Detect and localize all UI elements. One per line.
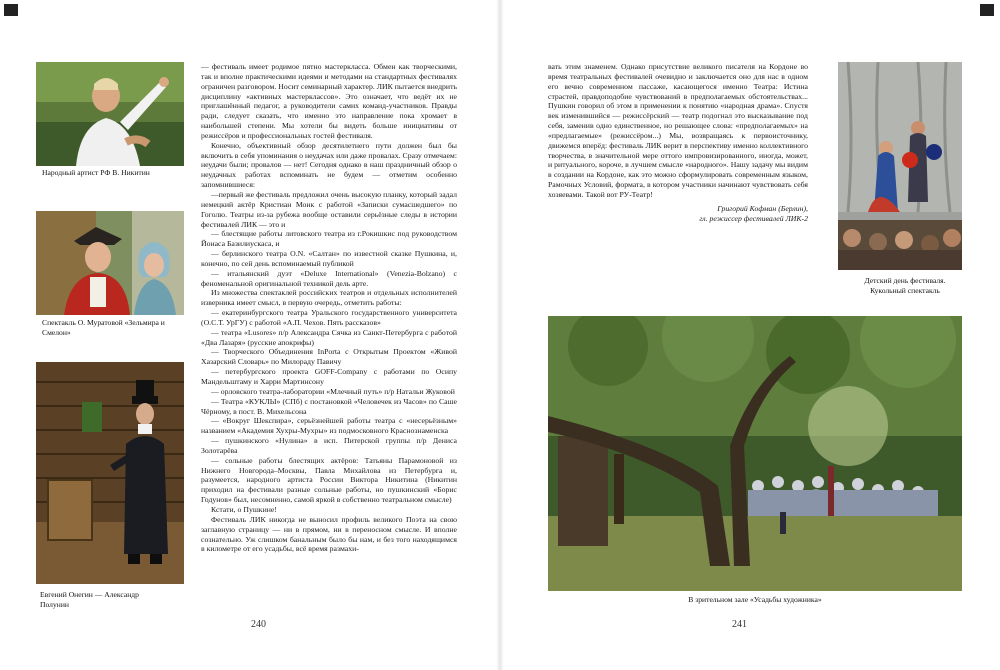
paragraph: Фестиваль ЛИК никогда не выносил профиль великого Поэта на свою заглавную страницу — ни в прямом, ни в переносном смысле. И вполне сознательно. Уж слишком банальным было бы нам, и без того находящимся в километре от его усадьбы, всё время размахи- <box>201 514 457 554</box>
paragraph: — орловского театра-лаборатории «Млечный путь» п/р Натальи Жуковой <box>211 386 455 396</box>
paragraph: — Театра «КУКЛЫ» (СПб) с постановкой «Человечек из Часов» по Саше Чёрному, в пост. В. Михельсона <box>201 396 457 416</box>
caption-onegin: Евгений Онегин — Александр Полунин <box>40 590 139 609</box>
signature-name: Григорий Кофман (Берлин), <box>717 203 808 213</box>
paragraph: — «Вокруг Шекспира», серьёзнейшей работы театра с «несерьёзным» названием «Академия Хухры-Мухры» из подмосковного Краснознаменска <box>201 416 457 436</box>
caption-nikitin: Народный артист РФ В. Никитин <box>42 168 150 177</box>
paragraph: — петербургского проекта GOFF-Company с работами по Осипу Мандельштаму и Харри Мартинсону <box>201 367 457 386</box>
photo-nikitin <box>36 62 184 166</box>
photo-puppet-show <box>838 62 962 270</box>
caption-audience-garden: В зрительном зале «Усадьбы художника» <box>688 595 822 604</box>
paragraph: — итальянский дуэт «Deluxe International» (Venezia-Bolzano) с феноменальной оригинальной техникой дель арте. <box>201 268 457 288</box>
crop-mark-right <box>980 4 994 16</box>
paragraph: — пушкинского «Нулина» в исп. Питерской группы п/р Дениса Золотарёва <box>201 436 457 455</box>
book-spine <box>496 0 504 670</box>
paragraph: Кстати, о Пушкине! <box>211 504 277 514</box>
paragraph: — театра «Lusores» п/р Александра Сячка из Санкт-Петербурга с работой «Два Лазаря» (русские апокрифы) <box>201 327 457 347</box>
paragraph: — берлинского театра O.N. «Салтан» по известной сказке Пушкина, и, конечно, по сей день вспоминаемый публикой <box>201 249 457 268</box>
paragraph: — блестящие работы литовского театра из г.Рокишкис под руководством Йонаса Базилиускаса, и <box>201 229 457 249</box>
caption-puppet-show: Детский день фестиваля. Кукольный спектакль <box>864 276 946 295</box>
paragraph: — сольные работы блестящих актёров: Татьяны Парамоновой из Нижнего Новгорода–Москвы, Павла Михайлова из Петербурга и, разумеется, народного артиста России Виктора Никитина (Никитин приходил на фестивали разные сольные работы, но пушкинский «Борис Годунов» был, несомненно, самой яркой в собственно театральном смысле) <box>201 455 457 505</box>
paragraph: Из множества спектаклей российских театров и отдельных исполнителей изверника имеет смысл, в первую очередь, отметить работы: <box>201 288 457 308</box>
paragraph: — фестиваль имеет родимое пятно мастеркласса. Обмен как творческими, так и вполне практическими идеями и методами на стандартных фестивалях ограничен разговором. Носит семинарный характер. ЛИК пытается внедрить дисциплину «активных мастерклассов». Это означает, что ведёт их не приглашённый педагог, а руководители самих команд-участников. Правды ради, следует сказать, что именно это направление пока хромает в наибольшей степени. Мы хотели бы видеть больше инициативы от режиссёров и профессиональных гостей фестиваля. <box>201 62 457 140</box>
paragraph: —первый же фестиваль предложил очень высокую планку, который задал немецкий актёр Кристиан Монк с работой «Записки сумасшедшего» по Гоголю. Театры из-за рубежа вообще оставили серьёзные следы в истории фестивалей ЛИК — это и <box>201 189 457 229</box>
paragraph: вать этим знаменем. Однако присутствие великого писателя на Кордоне во время театральных фестивалей очевидно и заключается оно для нас в одном его вечно современном пассаже, касающегося именно Театра: Истина страстей, правдоподобие чувствований в предполагаемых обстоятельствах... Пушкин говорил об этом в применении к понятию «народная драма». Спустя век изменившийся — режиссёрский — театр подогнал это высказывание под себя, заменив одно единственное, но решающее слова: «предполагаемых» на «предлагаемые» (режиссёром...) Мы, возвращаясь к первоисточнику, движемся вперёд: фестиваль ЛИК верит в перспективу именно коллективного творчества, в значительной мере оттого импровизированного, иногда, может, и ритуального, короче, в лучшем смысле «народного». Нашу задачу мы видим в создании на Кордоне, как это можно сформулировать современным языком, Рамочных Условий, формата, в котором участники начинают чувствовать себя хозяевами. Такой вот РУ-Театр! <box>548 62 808 199</box>
signature-role: гл. режиссер фестивалей ЛИК-2 <box>699 213 808 223</box>
caption-zelmira: Спектакль О. Муратовой «Зельмира и Смелон» <box>42 318 165 337</box>
photo-zelmira <box>36 211 184 315</box>
left-article-column <box>201 62 457 554</box>
crop-mark-left <box>4 4 18 16</box>
page-number-left: 240 <box>251 619 266 630</box>
paragraph: — екатеринбургского театра Уральского государственного университета (О.С.Т. УрГУ) с работой «А.П. Чехов. Пять рассказов» <box>201 308 457 327</box>
right-article-column <box>548 62 808 224</box>
photo-audience-garden <box>548 316 962 591</box>
photo-onegin <box>36 362 184 584</box>
paragraph: Конечно, объективный обзор десятилетнего пути должен был бы включить в себя упоминания о неудачах или даже провалах. Сразу отмечаем: неудачи были; провалов — нет! Сегодня однако в наш праздничный обзор о неудачных работах вспоминать не будем — отметим особенно запомнившиеся: <box>201 140 457 190</box>
page-number-right: 241 <box>732 619 747 630</box>
paragraph: — Творческого Объединения InPorta с Открытым Проектом «Живой Хазарский Словарь» по Милораду Павичу <box>201 347 457 367</box>
